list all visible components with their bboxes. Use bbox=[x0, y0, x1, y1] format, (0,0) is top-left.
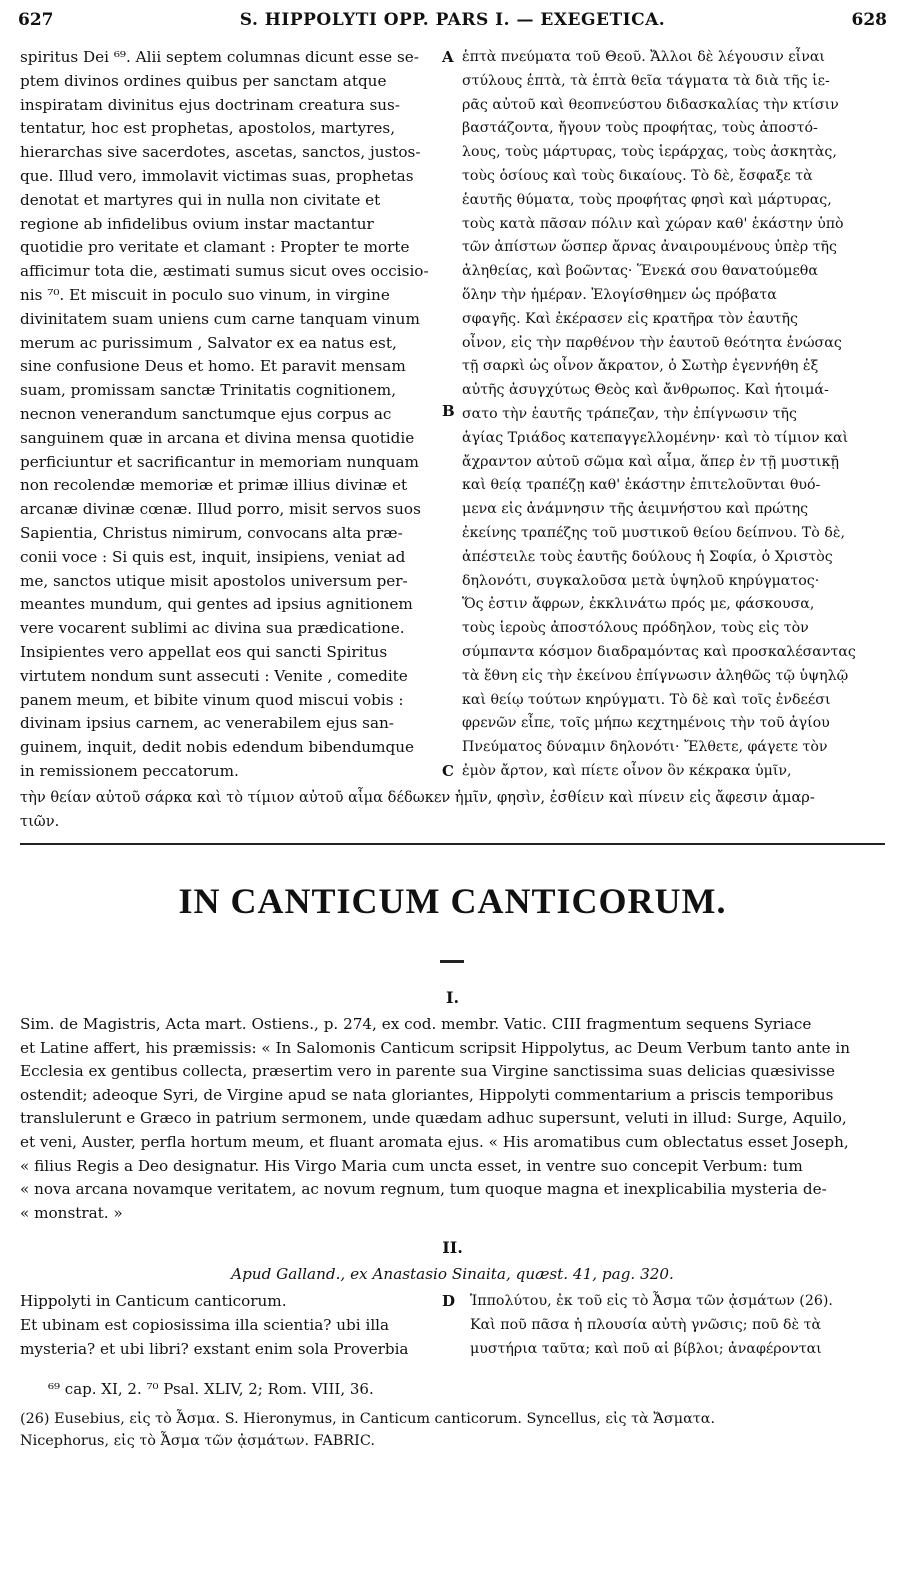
latin-line: perficiuntur et sacrificantur in memoriam nunquam bbox=[20, 452, 419, 471]
section-number-ii: II. bbox=[442, 1238, 463, 1257]
greek-line: ἑπτὰ πνεύματα τοῦ Θεοῦ. Ἄλλοι δὲ λέγουσιν εἶναι bbox=[462, 49, 825, 65]
greek-line: τὰ ἔθνη εἰς τὴν ἐκείνου ἐπίγνωσιν ἀληθῶς τῷ ὑψηλῷ bbox=[462, 667, 849, 684]
greek-line: ἑαυτῆς θύματα, τοὺς προφήτας φησὶ καὶ μάρτυρας, bbox=[462, 191, 832, 208]
latin-line: meantes mundum, qui gentes ad ipsius agnitionem bbox=[20, 595, 413, 614]
latin-line: nis ⁷⁰. Et miscuit in poculo suo vinum, in virgine bbox=[20, 285, 390, 304]
greek-line: τῇ σαρκὶ ὡς οἶνον ἄκρατον, ὁ Σωτὴρ ἐγεννήθη ἐξ bbox=[462, 358, 819, 375]
greek-line: λους, τοὺς μάρτυρας, τοὺς ἱεράρχας, τοὺς ἀσκητὰς, bbox=[462, 144, 837, 161]
running-title: S. HIPPOLYTI OPP. PARS I. — EXEGETICA. bbox=[239, 10, 666, 30]
page-number-left: 627 bbox=[18, 10, 54, 30]
section-i-line: translulerunt e Græco in patrium sermonem, unde quædam adhuc supersunt, veluti in illud: Surge, Aquilo, bbox=[20, 1109, 847, 1128]
latin-line: hierarchas sive sacerdotes, ascetas, sanctos, justos- bbox=[20, 143, 421, 162]
page-number-right: 628 bbox=[851, 10, 887, 30]
section-i-line: « monstrat. » bbox=[20, 1203, 123, 1222]
section-i-line: « filius Regis a Deo designatur. His Virgo Maria cum uncta esset, in ventre suo concepit Verbum: tum bbox=[20, 1156, 803, 1175]
latin-line: inspiratam divinitus ejus doctrinam creatura sus- bbox=[20, 95, 400, 114]
margin-marker-c: C bbox=[442, 762, 454, 780]
greek-line: σύμπαντα κόσμον διαδραμόντας καὶ προσκαλέσαντας bbox=[462, 643, 856, 660]
section-i-line: Sim. de Magistris, Acta mart. Ostiens., p. 274, ex cod. membr. Vatic. CIII fragmentum sequens Syriace bbox=[20, 1015, 812, 1033]
section-ii-source: Apud Galland., ex Anastasio Sinaita, quæst. 41, pag. 320. bbox=[231, 1265, 674, 1283]
latin-line: tentatur, hoc est prophetas, apostolos, martyres, bbox=[20, 119, 396, 138]
greek-line: ἐμὸν ἄρτον, καὶ πίετε οἶνον ὃν κέκρακα ὑμῖν, bbox=[462, 762, 792, 779]
latin-line: suam, promissam sanctæ Trinitatis cognitionem, bbox=[20, 381, 397, 400]
latin-line: divinitatem suam uniens cum carne tanquam vinum bbox=[20, 309, 420, 328]
latin-column bbox=[20, 46, 438, 784]
margin-marker-a: A bbox=[442, 48, 454, 66]
greek-full-width-lines bbox=[20, 786, 880, 834]
latin-line: que. Illud vero, immolavit victimas suas, prophetas bbox=[20, 166, 414, 185]
greek-line: Πνεύματος δύναμιν δηλονότι· Ἔλθετε, φάγετε τὸν bbox=[462, 739, 828, 756]
latin-line: sine confusione Deus et homo. Et paravit mensam bbox=[20, 357, 406, 376]
latin-line: panem meum, et bibite vinum quod miscui vobis : bbox=[20, 690, 404, 709]
greek-line: στύλους ἑπτὰ, τὰ ἑπτὰ θεῖα τάγματα τὰ διὰ τῆς ἱε- bbox=[462, 72, 830, 89]
section-ii-latin-line: mysteria? et ubi libri? exstant enim sola Proverbia bbox=[20, 1339, 409, 1358]
section-ii-latin-line: Hippolyti in Canticum canticorum. bbox=[20, 1292, 287, 1310]
latin-line: denotat et martyres qui in nulla non civitate et bbox=[20, 190, 381, 209]
latin-line: divinam ipsius carnem, ac venerabilem ejus san- bbox=[20, 714, 394, 733]
greek-line: οἶνον, εἰς τὴν παρθένον τὴν ἑαυτοῦ θεότητα ἑνώσας bbox=[462, 334, 842, 351]
greek-line: τοὺς κατὰ πᾶσαν πόλιν καὶ χώραν καθ' ἑκάστην ὑπὸ bbox=[462, 215, 844, 232]
footnote-line: (26) Eusebius, εἰς τὸ Ἆσμα. S. Hieronymus, in Canticum canticorum. Syncellus, εἰς τὰ Ἄσματα. bbox=[20, 1411, 716, 1427]
greek-line: σφαγῆς. Καὶ ἐκέρασεν εἰς κρατῆρα τὸν ἑαυτῆς bbox=[462, 310, 798, 327]
greek-line: ἄχραντον αὐτοῦ σῶμα καὶ αἷμα, ἅπερ ἐν τῇ μυστικῇ bbox=[462, 453, 840, 470]
greek-line: καὶ θείῳ τούτων κηρύγματι. Τὸ δὲ καὶ τοῖς ἐνδεέσι bbox=[462, 691, 831, 708]
greek-line: μενα εἰς ἀνάμνησιν τῆς ἀειμνήστου καὶ πρώτης bbox=[462, 501, 809, 518]
section-i-line: et Latine affert, his præmissis: « In Salomonis Canticum scripsit Hippolytus, ac Deum Verbum tanto ante in bbox=[20, 1038, 851, 1057]
latin-line: afficimur tota die, æstimati sumus sicut oves occisio- bbox=[20, 262, 429, 281]
section-ii-latin-line: Et ubinam est copiosissima illa scientia? ubi illa bbox=[20, 1315, 390, 1334]
margin-marker-b: B bbox=[442, 402, 455, 420]
latin-line: me, sanctos utique misit apostolos universum per- bbox=[20, 571, 408, 590]
section-ii-greek-line: Καὶ ποῦ πᾶσα ἡ πλουσία αὐτὴ γνῶσις; ποῦ δὲ τὰ bbox=[470, 1316, 822, 1333]
running-header bbox=[18, 10, 887, 40]
section-title: IN CANTICUM CANTICORUM. bbox=[178, 881, 727, 921]
latin-line: quotidie pro veritate et clamant : Propter te morte bbox=[20, 238, 410, 257]
title-dash bbox=[440, 960, 464, 963]
section-divider bbox=[20, 843, 885, 845]
greek-line: ἐκείνης τραπέζης τοῦ μυστικοῦ θείου δείπνου. Τὸ δὲ, bbox=[462, 524, 845, 541]
greek-line: ἁγίας Τριάδος κατεπαγγελλομένην· καὶ τὸ τίμιον καὶ bbox=[462, 429, 849, 446]
greek-full-line: τιῶν. bbox=[20, 812, 60, 830]
section-ii-greek-line: Ἱππολύτου, ἐκ τοῦ εἰς τὸ Ἆσμα τῶν ᾀσμάτων (26). bbox=[470, 1293, 833, 1309]
greek-full-line: τὴν θείαν αὐτοῦ σάρκα καὶ τὸ τίμιον αὐτοῦ αἷμα δέδωκεν ἡμῖν, φησὶν, ἐσθίειν καὶ πίνειν εἰς ἄφεσιν ἁμαρ- bbox=[20, 789, 815, 806]
greek-line: ἀληθείας, καὶ βοῶντας· Ἕνεκά σου θανατούμεθα bbox=[462, 263, 818, 280]
section-i-line: Ecclesia ex gentibus collecta, præsertim vero in parente sua Virgine sanctissima suas delicias quæsivisse bbox=[20, 1062, 836, 1081]
greek-line: αὐτῆς ἀσυγχύτως Θεὸς καὶ ἄνθρωπος. Καὶ ἡτοιμά- bbox=[462, 382, 829, 399]
section-i-line: ostendit; adeoque Syri, de Virgine apud se nata gloriantes, Hippolyti commentarium a priscis temporibus bbox=[20, 1085, 834, 1104]
scripture-footnotes: ⁶⁹ cap. XI, 2. ⁷⁰ Psal. XLIV, 2; Rom. VIII, 36. bbox=[48, 1380, 374, 1398]
latin-line: Insipientes vero appellat eos qui sancti Spiritus bbox=[20, 642, 388, 661]
greek-line: τοὺς ὁσίους καὶ τοὺς δικαίους. Τὸ δὲ, ἔσφαξε τὰ bbox=[462, 167, 813, 184]
section-ii-latin bbox=[20, 1290, 438, 1361]
greek-line: σατο τὴν ἑαυτῆς τράπεζαν, τὴν ἐπίγνωσιν τῆς bbox=[462, 405, 797, 422]
latin-line: non recolendæ memoriæ et primæ illius divinæ et bbox=[20, 476, 408, 495]
section-number-i: I. bbox=[445, 988, 460, 1007]
greek-line: βαστάζοντα, ἤγουν τοὺς προφήτας, τοὺς ἀποστό- bbox=[462, 120, 818, 137]
footnote-line: Nicephorus, εἰς τὸ Ἆσμα τῶν ᾀσμάτων. FABRIC. bbox=[20, 1433, 375, 1449]
editorial-footnote bbox=[20, 1408, 886, 1452]
latin-line: conii voce : Si quis est, inquit, insipiens, veniat ad bbox=[20, 547, 406, 566]
section-i-text bbox=[20, 1013, 882, 1225]
section-i-line: et veni, Auster, perfla hortum meum, et fluant aromata ejus. « His aromatibus cum oblectatus esset Joseph, bbox=[20, 1132, 849, 1151]
greek-line: τῶν ἀπίστων ὥσπερ ἄρνας ἀναιρουμένους ὑπὲρ τῆς bbox=[462, 239, 837, 256]
greek-line: ρᾶς αὐτοῦ καὶ θεοπνεύστου διδασκαλίας τὴν κτίσιν bbox=[462, 96, 839, 113]
latin-line: in remissionem peccatorum. bbox=[20, 761, 239, 780]
section-ii-greek-line: μυστήρια ταῦτα; καὶ ποῦ αἱ βίβλοι; ἀναφέρονται bbox=[470, 1340, 822, 1357]
latin-line: merum ac purissimum , Salvator ex ea natus est, bbox=[20, 333, 397, 352]
section-ii-greek bbox=[470, 1290, 890, 1361]
greek-line: ἀπέστειλε τοὺς ἑαυτῆς δούλους ἡ Σοφία, ὁ Χριστὸς bbox=[462, 548, 833, 565]
latin-line: virtutem nondum sunt assecuti : Venite , comedite bbox=[20, 666, 408, 685]
latin-line: guinem, inquit, dedit nobis edendum bibendumque bbox=[20, 738, 414, 757]
greek-line: ὅλην τὴν ἡμέραν. Ἐλογίσθημεν ὡς πρόβατα bbox=[462, 286, 777, 303]
latin-line: Sapientia, Christus nimirum, convocans alta præ- bbox=[20, 523, 403, 542]
latin-line: ptem divinos ordines quibus per sanctam atque bbox=[20, 71, 387, 90]
greek-line: τοὺς ἱεροὺς ἀποστόλους πρόδηλον, τοὺς εἰς τὸν bbox=[462, 620, 809, 637]
margin-marker-d: D bbox=[442, 1292, 456, 1310]
latin-line: spiritus Dei ⁶⁹. Alii septem columnas dicunt esse se- bbox=[20, 48, 419, 66]
latin-line: regione ab infidelibus ovium instar mactantur bbox=[20, 214, 374, 233]
section-i-line: « nova arcana novamque veritatem, ac novum regnum, tum quoque magna et inexplicabilia mysteria de- bbox=[20, 1180, 827, 1199]
latin-line: sanguinem quæ in arcana et divina mensa quotidie bbox=[20, 428, 415, 447]
greek-line: Ὅς ἐστιν ἄφρων, ἐκκλινάτω πρός με, φάσκουσα, bbox=[462, 596, 815, 613]
greek-line: φρενῶν εἶπε, τοῖς μήπω κεχτημένοις τὴν τοῦ ἁγίου bbox=[462, 715, 830, 732]
latin-line: necnon venerandum sanctumque ejus corpus ac bbox=[20, 404, 392, 423]
greek-line: δηλονότι, συγκαλοῦσα μετὰ ὑψηλοῦ κηρύγματος· bbox=[462, 572, 820, 589]
greek-column bbox=[462, 46, 890, 784]
latin-line: arcanæ divinæ cœnæ. Illud porro, misit servos suos bbox=[20, 500, 421, 519]
greek-line: καὶ θείᾳ τραπέζῃ καθ' ἑκάστην ἐπιτελοῦνται θυό- bbox=[462, 477, 821, 494]
latin-line: vere vocarent sublimi ac divina sua prædicatione. bbox=[20, 619, 405, 638]
